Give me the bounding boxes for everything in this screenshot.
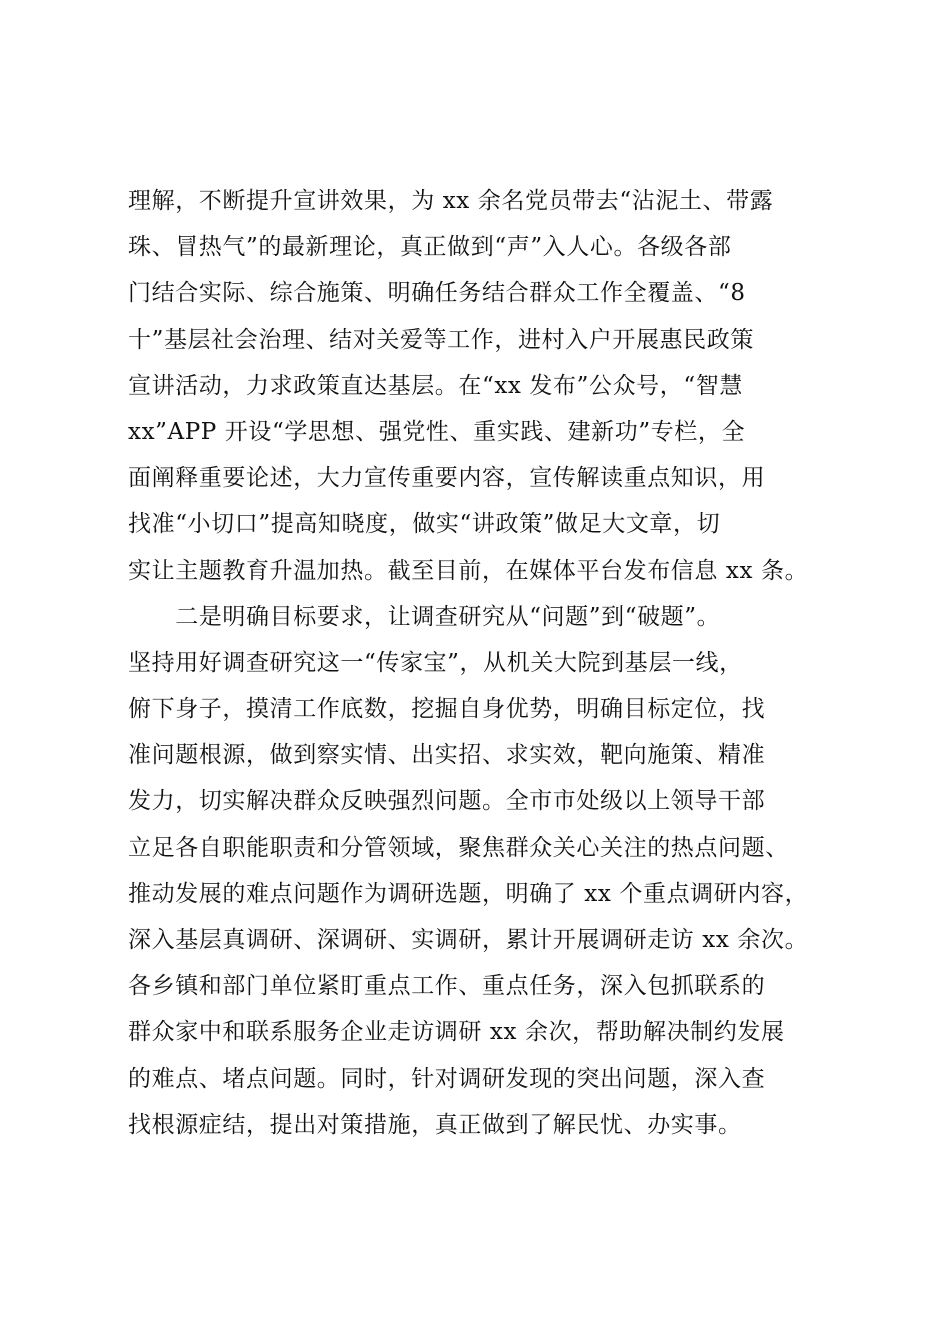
text-line: 理解，不断提升宣讲效果，为 xx 余名党员带去“沾泥土、带露 [128,188,774,214]
text-line: 珠、冒热气”的最新理论，真正做到“声”入人心。各级各部 [128,234,732,261]
text-line: 群众家中和联系服务企业走访调研 xx 余次，帮助解决制约发展 [128,1019,785,1046]
text-line: 门结合实际、综合施策、明确任务结合群众工作全覆盖、“8 [128,280,746,307]
paragraph-1 [128,178,848,594]
paragraph-2 [128,594,848,1148]
text-line: 发力，切实解决群众反映强烈问题。全市市处级以上领导干部 [128,788,766,815]
text-line: 十”基层社会治理、结对关爱等工作，进村入户开展惠民政策 [128,326,754,353]
text-line: 宣讲活动，力求政策直达基层。在“xx 发布”公众号，“智慧 [128,372,743,399]
text-line: 各乡镇和部门单位紧盯重点工作、重点任务，深入包抓联系的 [128,973,766,1000]
text-line: 深入基层真调研、深调研、实调研，累计开展调研走访 xx 余次。 [128,927,809,953]
text-line: 俯下身子，摸清工作底数，挖掘自身优势，明确目标定位，找 [128,696,766,723]
text-line: 二是明确目标要求，让调查研究从“问题”到“破题”。 [128,603,721,630]
text-line: 实让主题教育升温加热。截至目前，在媒体平台发布信息 xx 条。 [128,557,809,584]
text-line: 找根源症结，提出对策措施，真正做到了解民忧、办实事。 [128,1111,742,1138]
text-line: 的难点、堵点问题。同时，针对调研发现的突出问题，深入查 [128,1065,766,1092]
document-body [128,178,848,1148]
text-line: 立足各自职能职责和分管领域，聚焦群众关心关注的热点问题、 [128,834,789,861]
text-line: 找准“小切口”提高知晓度，做实“讲政策”做足大文章，切 [128,511,721,538]
text-line: 坚持用好调查研究这一“传家宝”，从机关大院到基层一线， [128,649,743,676]
text-line: 准问题根源，做到察实情、出实招、求实效，靶向施策、精准 [128,742,766,769]
text-line: xx”APP 开设“学思想、强党性、重实践、建新功”专栏，全 [128,418,746,445]
text-line: 推动发展的难点问题作为调研选题，明确了 xx 个重点调研内容， [128,880,809,907]
text-line: 面阐释重要论述，大力宣传重要内容，宣传解读重点知识，用 [128,465,766,492]
